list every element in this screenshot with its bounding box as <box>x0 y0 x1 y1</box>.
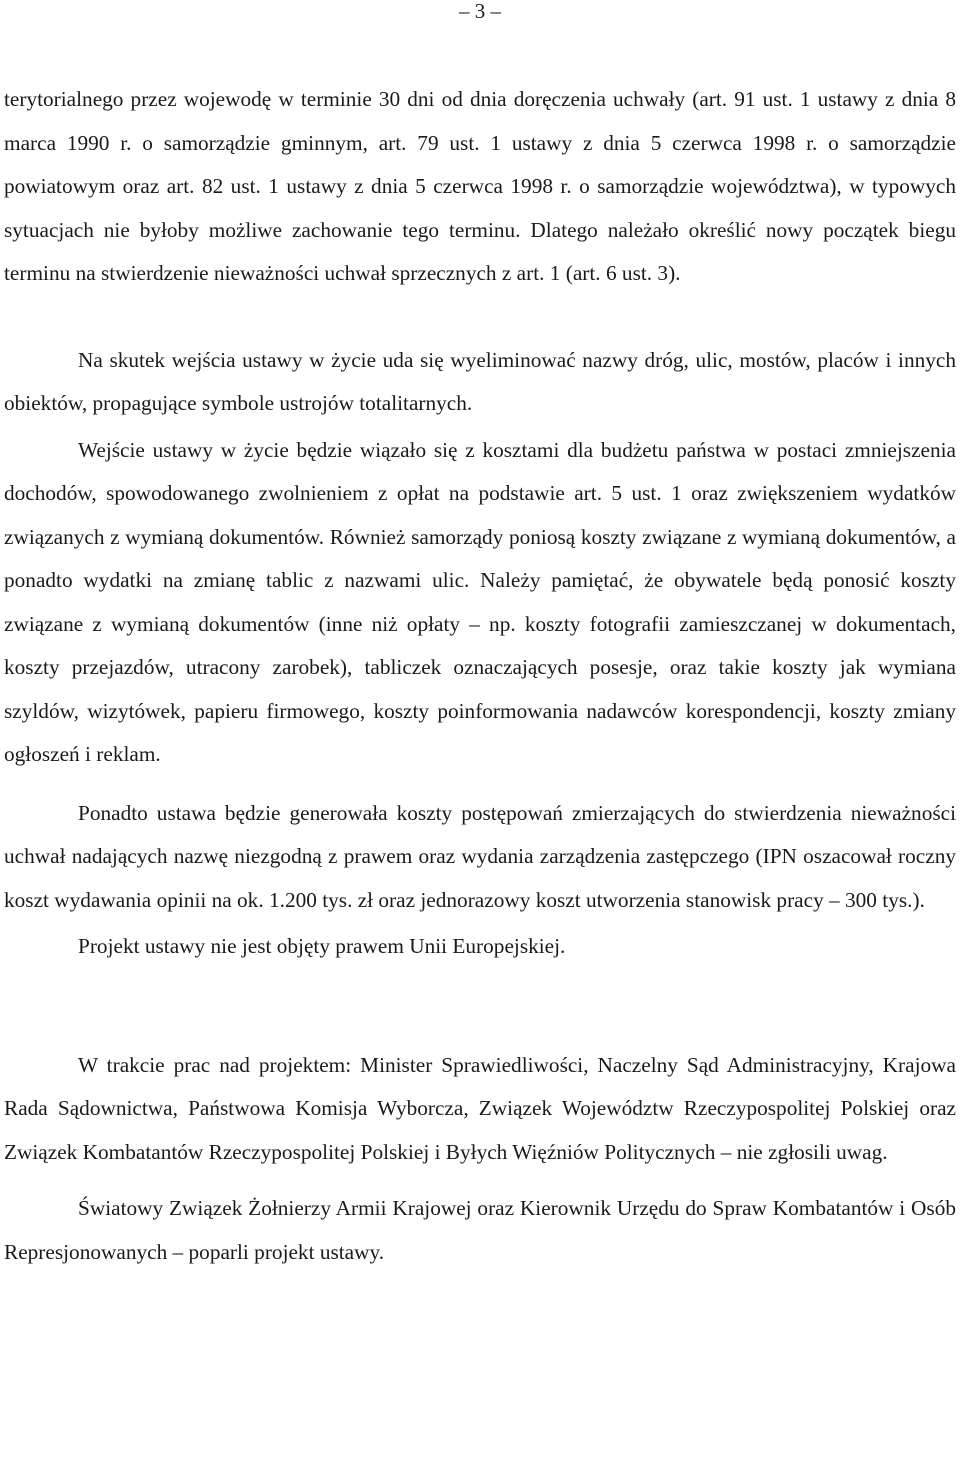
paragraph-poparcie: Światowy Związek Żołnierzy Armii Krajowej oraz Kierownik Urzędu do Spraw Kombatantów i Osób Represjonowanych – poparli projekt ustawy. <box>4 1196 956 1264</box>
paragraph-skutki: Na skutek wejścia ustawy w życie uda się wyeliminować nazwy dróg, ulic, mostów, placów i innych obiektów, propagujące symbole ustrojów totalitarnych. <box>4 347 956 415</box>
paragraph-koszty: Wejście ustawy w życie będzie wiązało się z kosztami dla budżetu państwa w postaci zmniejszenia dochodów, spowodowanego zwolnieniem z opłat na podstawie art. 5 ust. 1 oraz zwiększeniem wydatków związanych z wymianą dokumentów. Również samorządy poniosą koszty związane z wymianą dokumentów, a ponadto wydatki na zmianę tablic z nazwami ulic. Należy pamiętać, że obywatele będą ponosić koszty związane z wymianą dokumentów (inne niż opłaty – np. koszty fotografii zamieszczanej w dokumentach, koszty przejazdów, utracony zarobek), tabliczek oznaczających posesje, oraz takie koszty jak wymiana szyldów, wizytówek, papieru firmowego, koszty poinformowania nadawców korespondencji, koszty zmiany ogłoszeń i reklam. <box>4 437 956 766</box>
document-body <box>4 78 956 1274</box>
paragraph-postepowania: Ponadto ustawa będzie generowała koszty postępowań zmierzających do stwierdzenia nieważności uchwał nadających nazwę niezgodną z prawem oraz wydania zarządzenia zastępczego (IPN oszacował roczny koszt wydawania opinii na ok. 1.200 tys. zł oraz jednorazowy koszt utworzenia stanowisk pracy – 300 tys.). <box>4 800 956 912</box>
page-number: – 3 – <box>459 0 501 23</box>
paragraph-terminy: terytorialnego przez wojewodę w terminie 30 dni od dnia doręczenia uchwały (art. 91 ust. 1 ustawy z dnia 8 marca 1990 r. o samorządzie gminnym, art. 79 ust. 1 ustawy z dnia 5 czerwca 1998 r. o samorządzie powiatowym oraz art. 82 ust. 1 ustawy z dnia 5 czerwca 1998 r. o samorządzie województwa), w typowych sytuacjach nie byłoby możliwe zachowanie tego terminu. Dlatego należało określić nowy początek biegu terminu na stwierdzenie nieważności uchwał sprzecznych z art. 1 (art. 6 ust. 3). <box>4 87 956 285</box>
paragraph-konsultacje: W trakcie prac nad projektem: Minister Sprawiedliwości, Naczelny Sąd Administracyjny, Krajowa Rada Sądownictwa, Państwowa Komisja Wyborcza, Związek Województw Rzeczypospolitej Polskiej oraz Związek Kombatantów Rzeczypospolitej Polskiej i Byłych Więźniów Politycznych – nie zgłosili uwag. <box>4 1052 956 1164</box>
paragraph-unia-europejska: Projekt ustawy nie jest objęty prawem Unii Europejskiej. <box>78 934 566 958</box>
